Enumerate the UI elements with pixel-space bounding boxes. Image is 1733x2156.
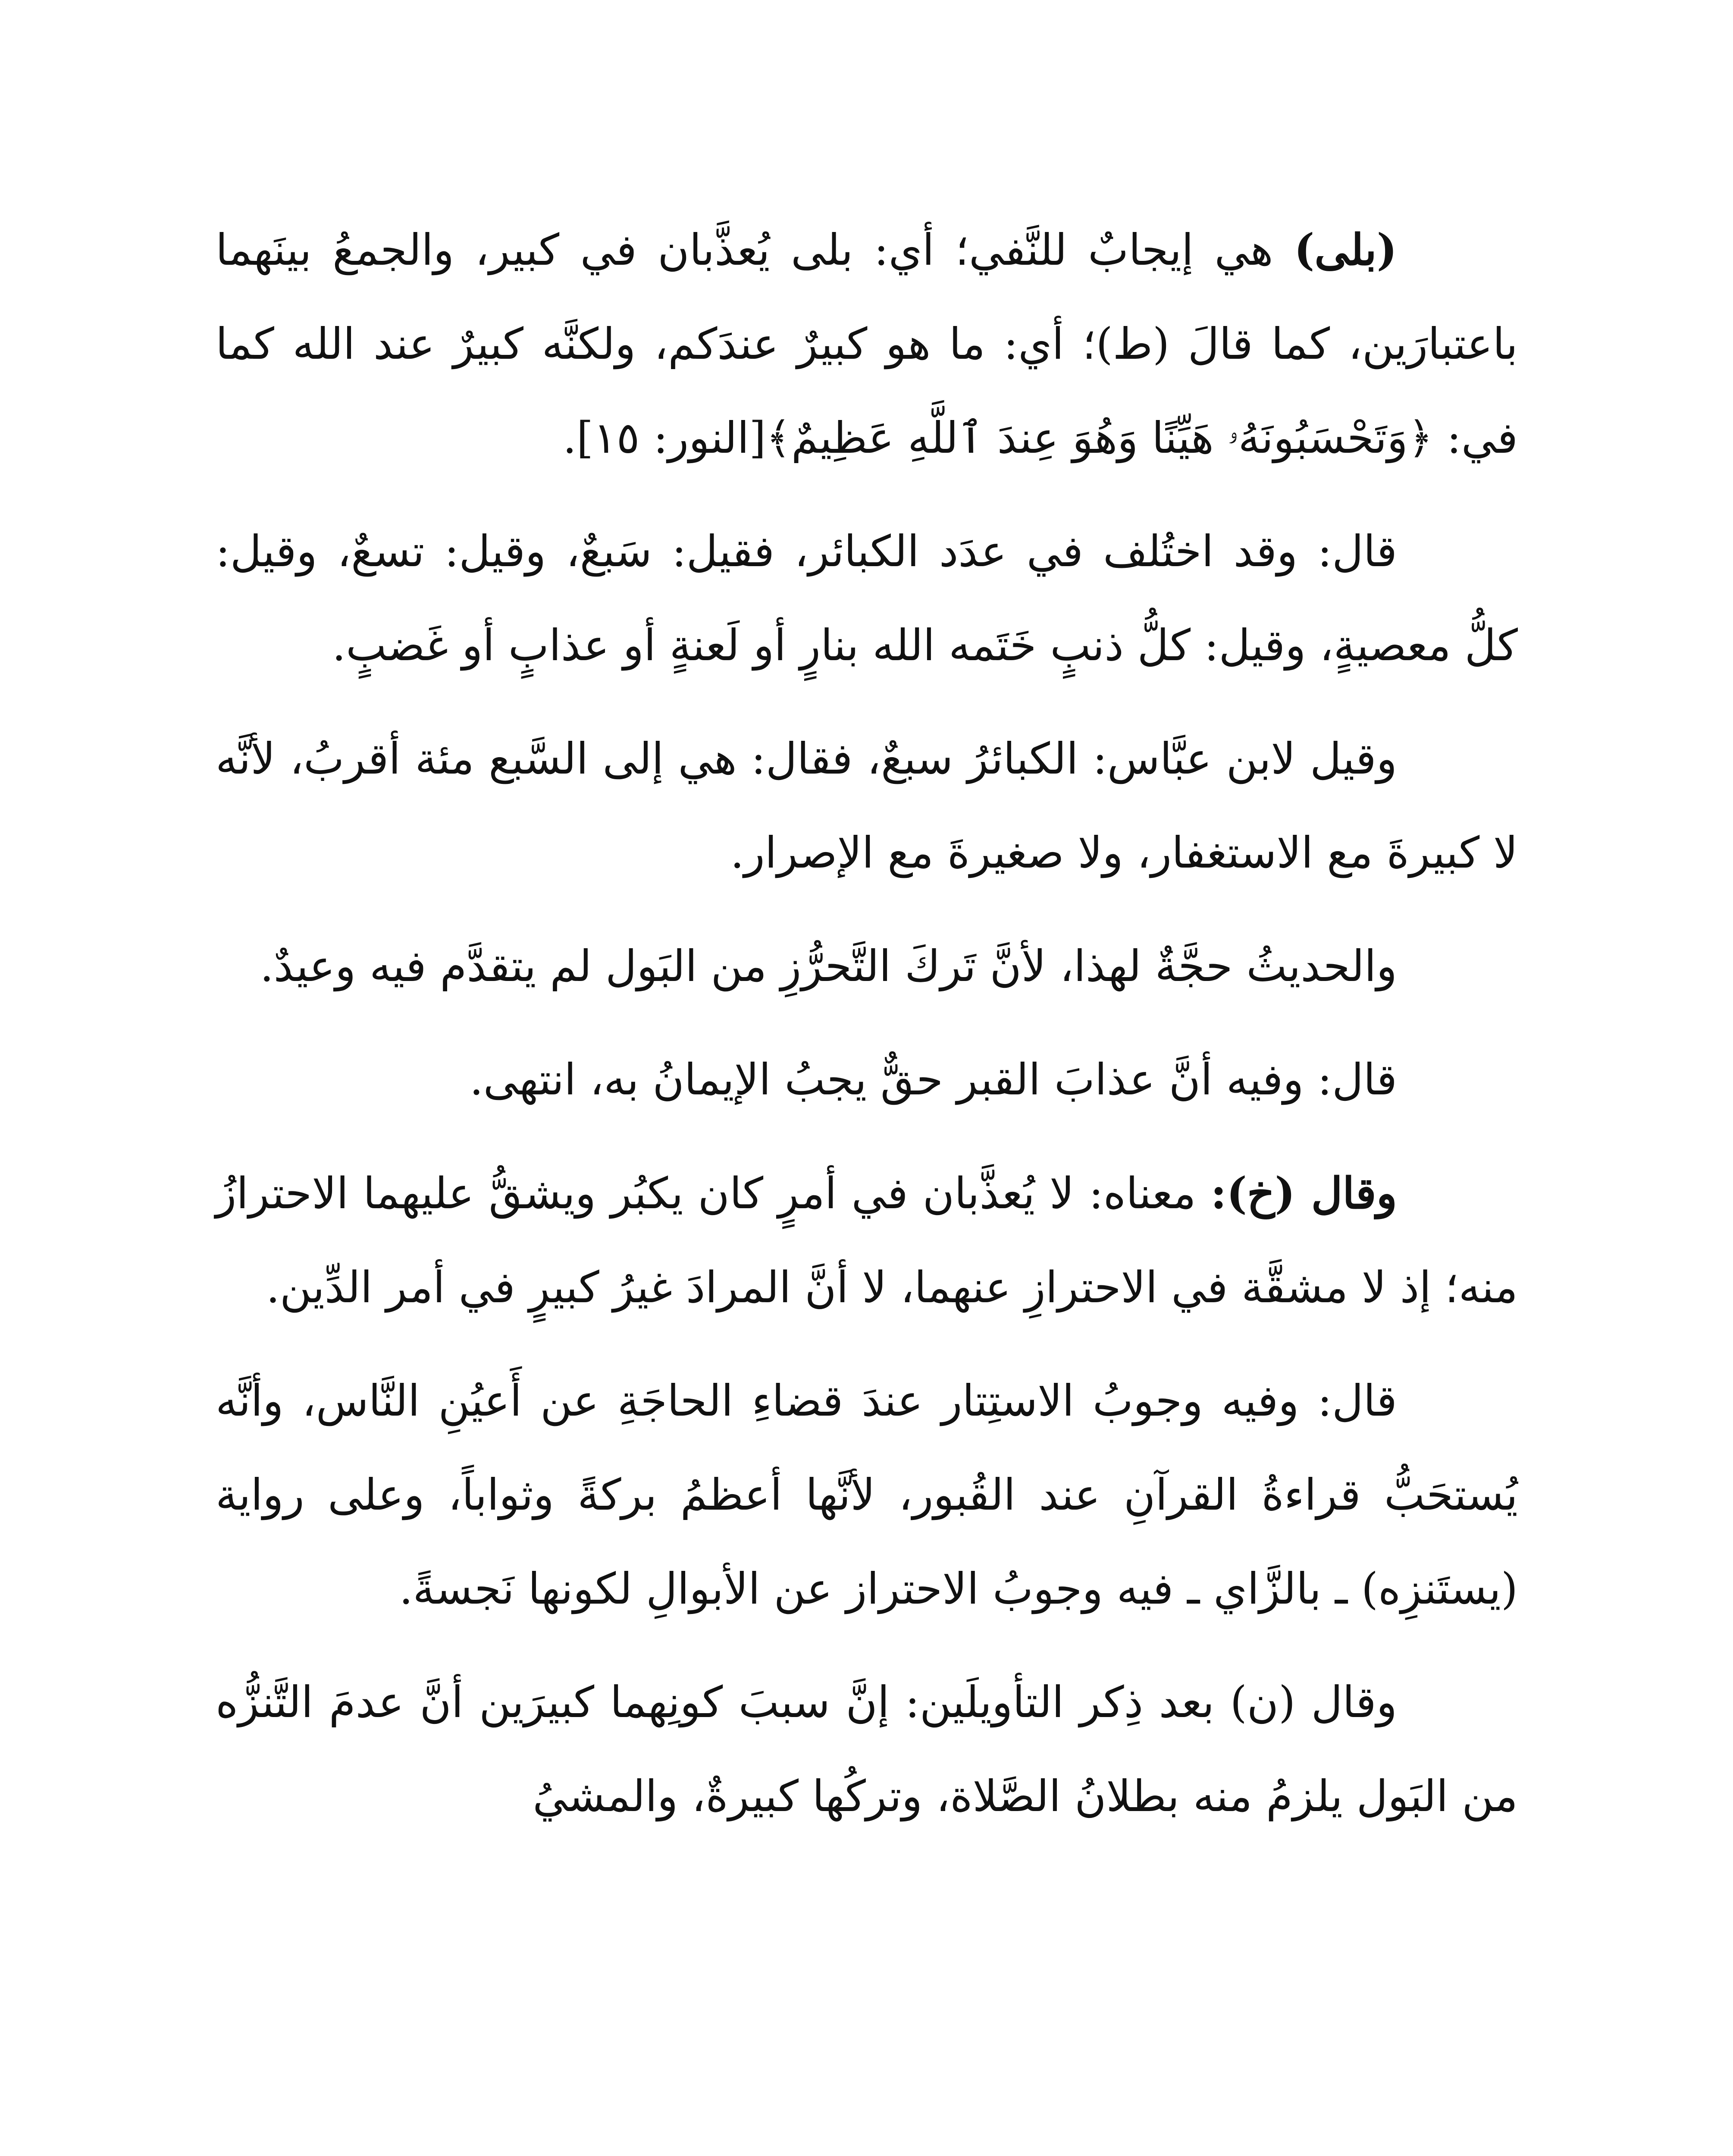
- paragraph-6-lead: وقال (خ):: [1210, 1168, 1397, 1219]
- paragraph-6: [216, 1146, 1518, 1335]
- paragraph-2-text: قال: وقد اختُلف في عدَد الكبائر، فقيل: سَبعٌ، وقيل: تسعٌ، وقيل: كلُّ معصيةٍ، وقيل: كلُّ ذنبٍ خَتَمه الله بنارٍ أو لَعنةٍ أو عذابٍ أو غَضبٍ.: [216, 526, 1518, 671]
- paragraph-4-text: والحديثُ حجَّةٌ لهذا، لأنَّ تَركَ التَّحرُّزِ من البَول لم يتقدَّم فيه وعيدٌ.: [260, 941, 1397, 991]
- paragraph-3-text: وقيل لابن عبَّاس: الكبائرُ سبعٌ، فقال: هي إلى السَّبع مئة أقربُ، لأنَّه لا كبيرةَ مع الاستغفار، ولا صغيرةَ مع الإصرار.: [216, 733, 1518, 878]
- paragraph-7: [216, 1354, 1518, 1636]
- paragraph-1-lead: (بلى): [1294, 224, 1397, 275]
- body-text: [216, 203, 1518, 1863]
- paragraph-6-text: معناه: لا يُعذَّبان في أمرٍ كان يكبُر ويشقُّ عليهما الاحترازُ منه؛ إذ لا مشقَّة في الاحترازِ عنهما، لا أنَّ المرادَ غيرُ كبيرٍ في أمر الدِّين.: [216, 1168, 1518, 1313]
- paragraph-5: [216, 1033, 1518, 1127]
- paragraph-3: [216, 712, 1518, 900]
- paragraph-7-text: قال: وفيه وجوبُ الاستِتار عندَ قضاءِ الحاجَةِ عن أَعيُنِ النَّاس، وأنَّه يُستحَبُّ قراءةُ القرآنِ عند القُبور، لأنَّها أعظمُ بركةً وثواباً، وعلى رواية (يستَنزِه) ـ بالزَّاي ـ فيه وجوبُ الاحتراز عن الأبوالِ لكونها نَجسةً.: [216, 1376, 1518, 1614]
- paragraph-1: [216, 203, 1518, 485]
- paragraph-1-text: هي إيجابٌ للنَّفي؛ أي: بلى يُعذَّبان في كبير، والجمعُ بينَهما باعتبارَين، كما قالَ (ط)؛ أي: ما هو كبيرٌ عندَكم، ولكنَّه كبيرٌ عند الله كما في: ﴿وَتَحْسَبُونَهُۥ هَيِّنًا وَهُوَ عِندَ ٱللَّهِ عَظِيمٌ﴾[النور: ١٥].: [216, 225, 1518, 463]
- paragraph-8-text: وقال (ن) بعد ذِكر التأويلَين: إنَّ سببَ كونِهما كبيرَين أنَّ عدمَ التَّنزُّه من البَول يلزمُ منه بطلانُ الصَّلاة، وتركُها كبيرةٌ، والمشيُ: [216, 1677, 1518, 1821]
- paragraph-4: [216, 919, 1518, 1013]
- paragraph-8: [216, 1655, 1518, 1843]
- paragraph-5-text: قال: وفيه أنَّ عذابَ القبر حقٌّ يجبُ الإيمانُ به، انتهى.: [470, 1054, 1397, 1105]
- paragraph-2: [216, 505, 1518, 693]
